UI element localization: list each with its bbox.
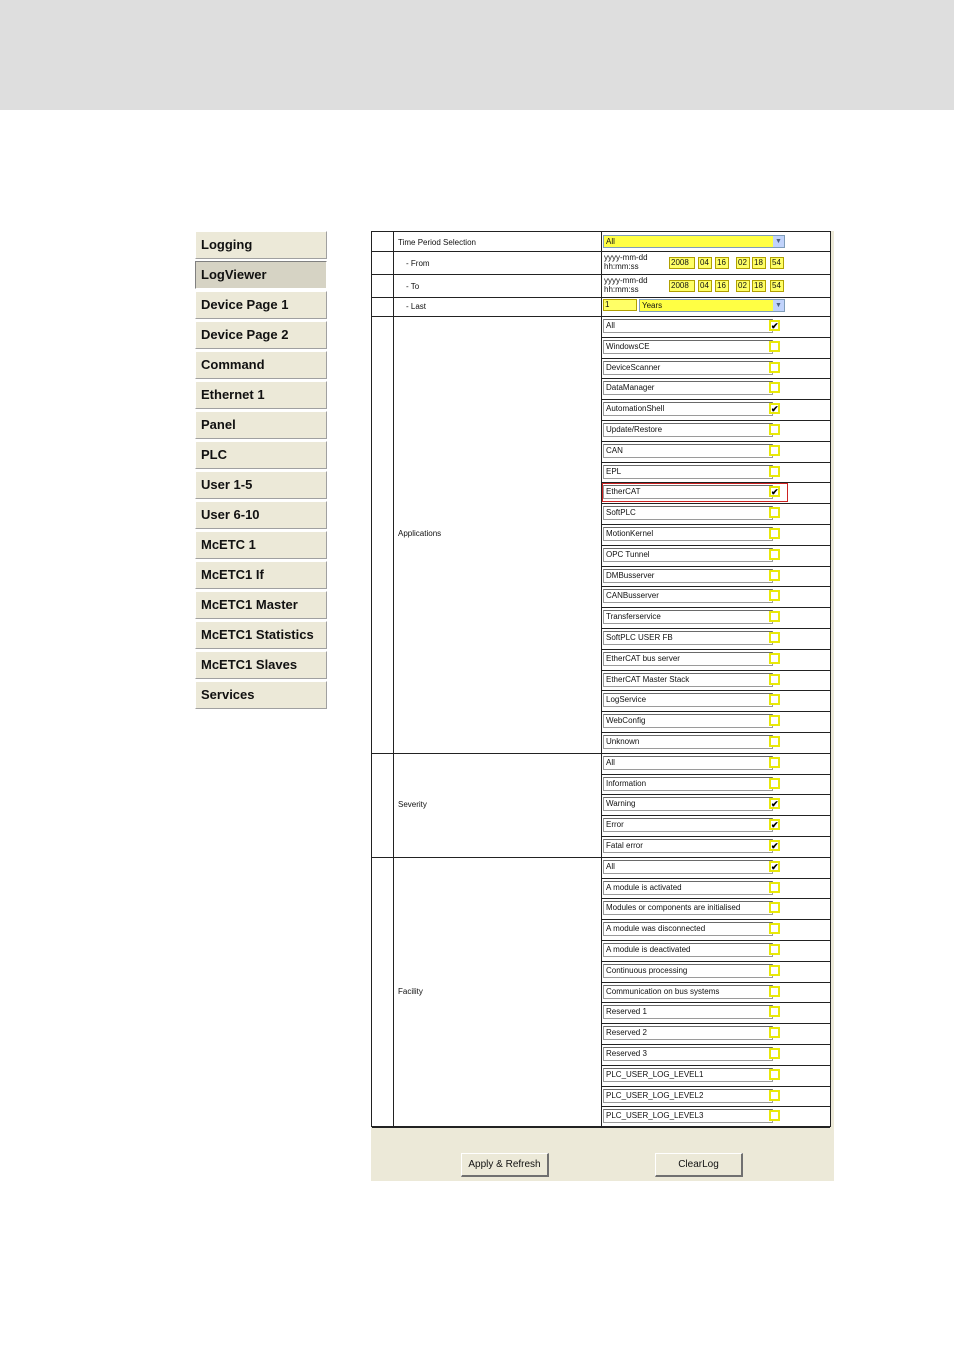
to-format-line2: hh:mm:ss — [604, 285, 639, 294]
checkmark-icon: ✔ — [771, 861, 779, 872]
applications-option-update-restore: Update/Restore — [603, 423, 773, 437]
to-second-field[interactable]: 54 — [770, 280, 784, 292]
applications-option-datamanager: DataManager — [603, 381, 773, 395]
applications-checkbox-devicescanner[interactable] — [769, 362, 780, 373]
applications-option-transferservice: Transferservice — [603, 610, 773, 624]
applications-checkbox-ethercat-master-stack[interactable] — [769, 674, 780, 685]
applications-checkbox-canbusserver[interactable] — [769, 590, 780, 601]
facility-checkbox-plc-user-log-level1[interactable] — [769, 1069, 780, 1080]
facility-checkbox-a-module-was-disconnected[interactable] — [769, 923, 780, 934]
applications-checkbox-webconfig[interactable] — [769, 715, 780, 726]
row-divider — [372, 857, 830, 858]
page-header-band — [0, 0, 954, 110]
last-value-field[interactable]: 1 — [603, 299, 637, 311]
applications-checkbox-epl[interactable] — [769, 466, 780, 477]
row-divider — [601, 337, 830, 338]
facility-checkbox-modules-or-components-are-initialised[interactable] — [769, 902, 780, 913]
sidebar-item-services[interactable]: Services — [195, 681, 327, 709]
row-divider — [601, 919, 830, 920]
row-divider — [372, 274, 830, 275]
applications-option-epl: EPL — [603, 465, 773, 479]
facility-option-plc-user-log-level1: PLC_USER_LOG_LEVEL1 — [603, 1068, 773, 1082]
sidebar-item-command[interactable]: Command — [195, 351, 327, 379]
to-label: - To — [406, 282, 420, 291]
row-divider — [601, 628, 830, 629]
facility-option-reserved-2: Reserved 2 — [603, 1026, 773, 1040]
facility-option-a-module-is-activated: A module is activated — [603, 881, 773, 895]
applications-checkbox-dmbusserver[interactable] — [769, 570, 780, 581]
facility-option-reserved-3: Reserved 3 — [603, 1047, 773, 1061]
applications-option-can: CAN — [603, 444, 773, 458]
applications-option-windowsce: WindowsCE — [603, 340, 773, 354]
applications-option-unknown: Unknown — [603, 735, 773, 749]
applications-checkbox-automationshell[interactable] — [769, 403, 780, 414]
from-format-line1: yyyy-mm-dd — [604, 253, 648, 262]
applications-option-dmbusserver: DMBusserver — [603, 569, 773, 583]
severity-checkbox-error[interactable] — [769, 819, 780, 830]
facility-option-reserved-1: Reserved 1 — [603, 1005, 773, 1019]
clearlog-button[interactable]: ClearLog — [655, 1153, 743, 1177]
sidebar-item-logging[interactable]: Logging — [195, 231, 327, 259]
row-divider — [372, 753, 830, 754]
facility-option-plc-user-log-level2: PLC_USER_LOG_LEVEL2 — [603, 1089, 773, 1103]
checkmark-icon: ✔ — [771, 820, 779, 831]
checkmark-icon: ✔ — [771, 841, 779, 851]
to-minute-field[interactable]: 18 — [752, 280, 766, 292]
to-hour-field[interactable]: 02 — [736, 280, 750, 292]
severity-checkbox-information[interactable] — [769, 778, 780, 789]
from-month-field[interactable]: 04 — [698, 257, 712, 269]
facility-checkbox-reserved-1[interactable] — [769, 1006, 780, 1017]
row-divider — [601, 462, 830, 463]
sidebar-item-plc[interactable]: PLC — [195, 441, 327, 469]
row-divider — [601, 774, 830, 775]
applications-checkbox-logservice[interactable] — [769, 694, 780, 705]
last-unit-value: Years — [642, 301, 663, 310]
row-divider — [601, 1086, 830, 1087]
column-divider — [393, 232, 394, 1126]
row-divider — [601, 524, 830, 525]
sidebar-item-device-page-1[interactable]: Device Page 1 — [195, 291, 327, 319]
facility-option-communication-on-bus-systems: Communication on bus systems — [603, 985, 773, 999]
row-divider — [601, 545, 830, 546]
from-day-field[interactable]: 16 — [715, 257, 729, 269]
sidebar-item-user-6-10[interactable]: User 6-10 — [195, 501, 327, 529]
selection-highlight — [602, 483, 788, 502]
to-day-field[interactable]: 16 — [715, 280, 729, 292]
row-divider — [601, 794, 830, 795]
applications-checkbox-softplc-user-fb[interactable] — [769, 632, 780, 643]
to-year-field[interactable]: 2008 — [669, 280, 695, 292]
applications-option-ethercat-master-stack: EtherCAT Master Stack — [603, 673, 773, 687]
row-divider — [601, 420, 830, 421]
severity-section-label: Severity — [398, 800, 427, 809]
facility-option-a-module-is-deactivated: A module is deactivated — [603, 943, 773, 957]
last-unit-select[interactable] — [639, 299, 785, 312]
severity-option-error: Error — [603, 818, 773, 832]
row-divider — [601, 441, 830, 442]
row-divider — [601, 878, 830, 879]
checkmark-icon: ✔ — [771, 321, 779, 331]
facility-checkbox-all[interactable] — [769, 861, 780, 872]
row-divider — [601, 898, 830, 899]
severity-checkbox-all[interactable] — [769, 757, 780, 768]
row-divider — [601, 1106, 830, 1107]
applications-option-softplc: SoftPLC — [603, 506, 773, 520]
applications-checkbox-ethercat-bus-server[interactable] — [769, 653, 780, 664]
time-period-label: Time Period Selection — [398, 238, 476, 247]
applications-option-webconfig: WebConfig — [603, 714, 773, 728]
row-divider — [372, 1127, 830, 1128]
time-period-select[interactable] — [603, 235, 785, 248]
from-minute-field[interactable]: 18 — [752, 257, 766, 269]
facility-checkbox-communication-on-bus-systems[interactable] — [769, 986, 780, 997]
row-divider — [601, 503, 830, 504]
facility-option-all: All — [603, 860, 773, 874]
from-format-line2: hh:mm:ss — [604, 262, 639, 271]
checkmark-icon: ✔ — [771, 404, 779, 415]
checkmark-icon: ✔ — [771, 487, 779, 498]
row-divider — [372, 297, 830, 298]
row-divider — [601, 690, 830, 691]
row-divider — [601, 586, 830, 587]
row-divider — [601, 982, 830, 983]
row-divider — [601, 566, 830, 567]
applications-checkbox-unknown[interactable] — [769, 736, 780, 747]
sidebar-item-panel[interactable]: Panel — [195, 411, 327, 439]
applications-checkbox-transferservice[interactable] — [769, 611, 780, 622]
sidebar-item-user-1-5[interactable]: User 1-5 — [195, 471, 327, 499]
applications-section-label: Applications — [398, 529, 442, 538]
facility-option-plc-user-log-level3: PLC_USER_LOG_LEVEL3 — [603, 1109, 773, 1123]
from-label: - From — [406, 259, 430, 268]
row-divider — [601, 1002, 830, 1003]
to-format-line1: yyyy-mm-dd — [604, 276, 648, 285]
severity-option-warning: Warning — [603, 797, 773, 811]
facility-checkbox-reserved-3[interactable] — [769, 1048, 780, 1059]
from-year-field[interactable]: 2008 — [669, 257, 695, 269]
applications-checkbox-datamanager[interactable] — [769, 382, 780, 393]
from-second-field[interactable]: 54 — [770, 257, 784, 269]
facility-checkbox-plc-user-log-level3[interactable] — [769, 1110, 780, 1121]
row-divider — [601, 378, 830, 379]
facility-option-modules-or-components-are-initialised: Modules or components are initialised — [603, 901, 773, 915]
time-period-value: All — [606, 237, 615, 246]
sidebar-item-logviewer[interactable]: LogViewer — [195, 261, 327, 289]
sidebar-item-mcetc1-statistics[interactable]: McETC1 Statistics — [195, 621, 327, 649]
severity-option-information: Information — [603, 777, 773, 791]
row-divider — [601, 836, 830, 837]
row-divider — [601, 1044, 830, 1045]
facility-checkbox-reserved-2[interactable] — [769, 1027, 780, 1038]
applications-checkbox-motionkernel[interactable] — [769, 528, 780, 539]
logviewer-panel — [371, 231, 834, 1181]
row-divider — [601, 815, 830, 816]
sidebar-item-mcetc-1[interactable]: McETC 1 — [195, 531, 327, 559]
row-divider — [601, 607, 830, 608]
row-divider — [601, 399, 830, 400]
facility-section-label: Facility — [398, 987, 423, 996]
row-divider — [601, 670, 830, 671]
applications-option-canbusserver: CANBusserver — [603, 589, 773, 603]
row-divider — [601, 711, 830, 712]
row-divider — [601, 649, 830, 650]
chevron-down-icon: ▼ — [773, 236, 784, 247]
applications-option-automationshell: AutomationShell — [603, 402, 773, 416]
applications-checkbox-update-restore[interactable] — [769, 424, 780, 435]
applications-checkbox-opc-tunnel[interactable] — [769, 549, 780, 560]
row-divider — [601, 1023, 830, 1024]
severity-checkbox-fatal-error[interactable] — [769, 840, 780, 851]
applications-option-ethercat: EtherCAT — [603, 485, 773, 499]
facility-checkbox-continuous-processing[interactable] — [769, 965, 780, 976]
row-divider — [601, 732, 830, 733]
sidebar-item-mcetc1-master[interactable]: McETC1 Master — [195, 591, 327, 619]
facility-option-a-module-was-disconnected: A module was disconnected — [603, 922, 773, 936]
severity-option-fatal-error: Fatal error — [603, 839, 773, 853]
applications-checkbox-can[interactable] — [769, 445, 780, 456]
sidebar-item-mcetc1-slaves[interactable]: McETC1 Slaves — [195, 651, 327, 679]
applications-checkbox-softplc[interactable] — [769, 507, 780, 518]
sidebar-item-ethernet-1[interactable]: Ethernet 1 — [195, 381, 327, 409]
applications-option-logservice: LogService — [603, 693, 773, 707]
sidebar-item-mcetc1-if[interactable]: McETC1 If — [195, 561, 327, 589]
facility-checkbox-a-module-is-activated[interactable] — [769, 882, 780, 893]
chevron-down-icon: ▼ — [773, 300, 784, 311]
row-divider — [601, 358, 830, 359]
severity-option-all: All — [603, 756, 773, 770]
applications-option-all: All — [603, 319, 773, 333]
last-label: - Last — [406, 302, 427, 311]
row-divider — [601, 1065, 830, 1066]
row-divider — [601, 961, 830, 962]
facility-checkbox-a-module-is-deactivated[interactable] — [769, 944, 780, 955]
sidebar-item-device-page-2[interactable]: Device Page 2 — [195, 321, 327, 349]
applications-option-opc-tunnel: OPC Tunnel — [603, 548, 773, 562]
apply-refresh-button[interactable]: Apply & Refresh — [461, 1153, 549, 1177]
applications-option-softplc-user-fb: SoftPLC USER FB — [603, 631, 773, 645]
row-divider — [372, 316, 830, 317]
checkmark-icon: ✔ — [771, 799, 779, 810]
applications-option-devicescanner: DeviceScanner — [603, 361, 773, 375]
row-divider — [372, 251, 830, 252]
to-month-field[interactable]: 04 — [698, 280, 712, 292]
from-hour-field[interactable]: 02 — [736, 257, 750, 269]
row-divider — [601, 940, 830, 941]
applications-checkbox-all[interactable] — [769, 320, 780, 331]
filter-table — [371, 231, 831, 1127]
applications-checkbox-windowsce[interactable] — [769, 341, 780, 352]
severity-checkbox-warning[interactable] — [769, 798, 780, 809]
sidebar-nav — [195, 231, 327, 711]
applications-option-motionkernel: MotionKernel — [603, 527, 773, 541]
column-divider — [601, 232, 602, 1126]
applications-option-ethercat-bus-server: EtherCAT bus server — [603, 652, 773, 666]
facility-checkbox-plc-user-log-level2[interactable] — [769, 1090, 780, 1101]
facility-option-continuous-processing: Continuous processing — [603, 964, 773, 978]
